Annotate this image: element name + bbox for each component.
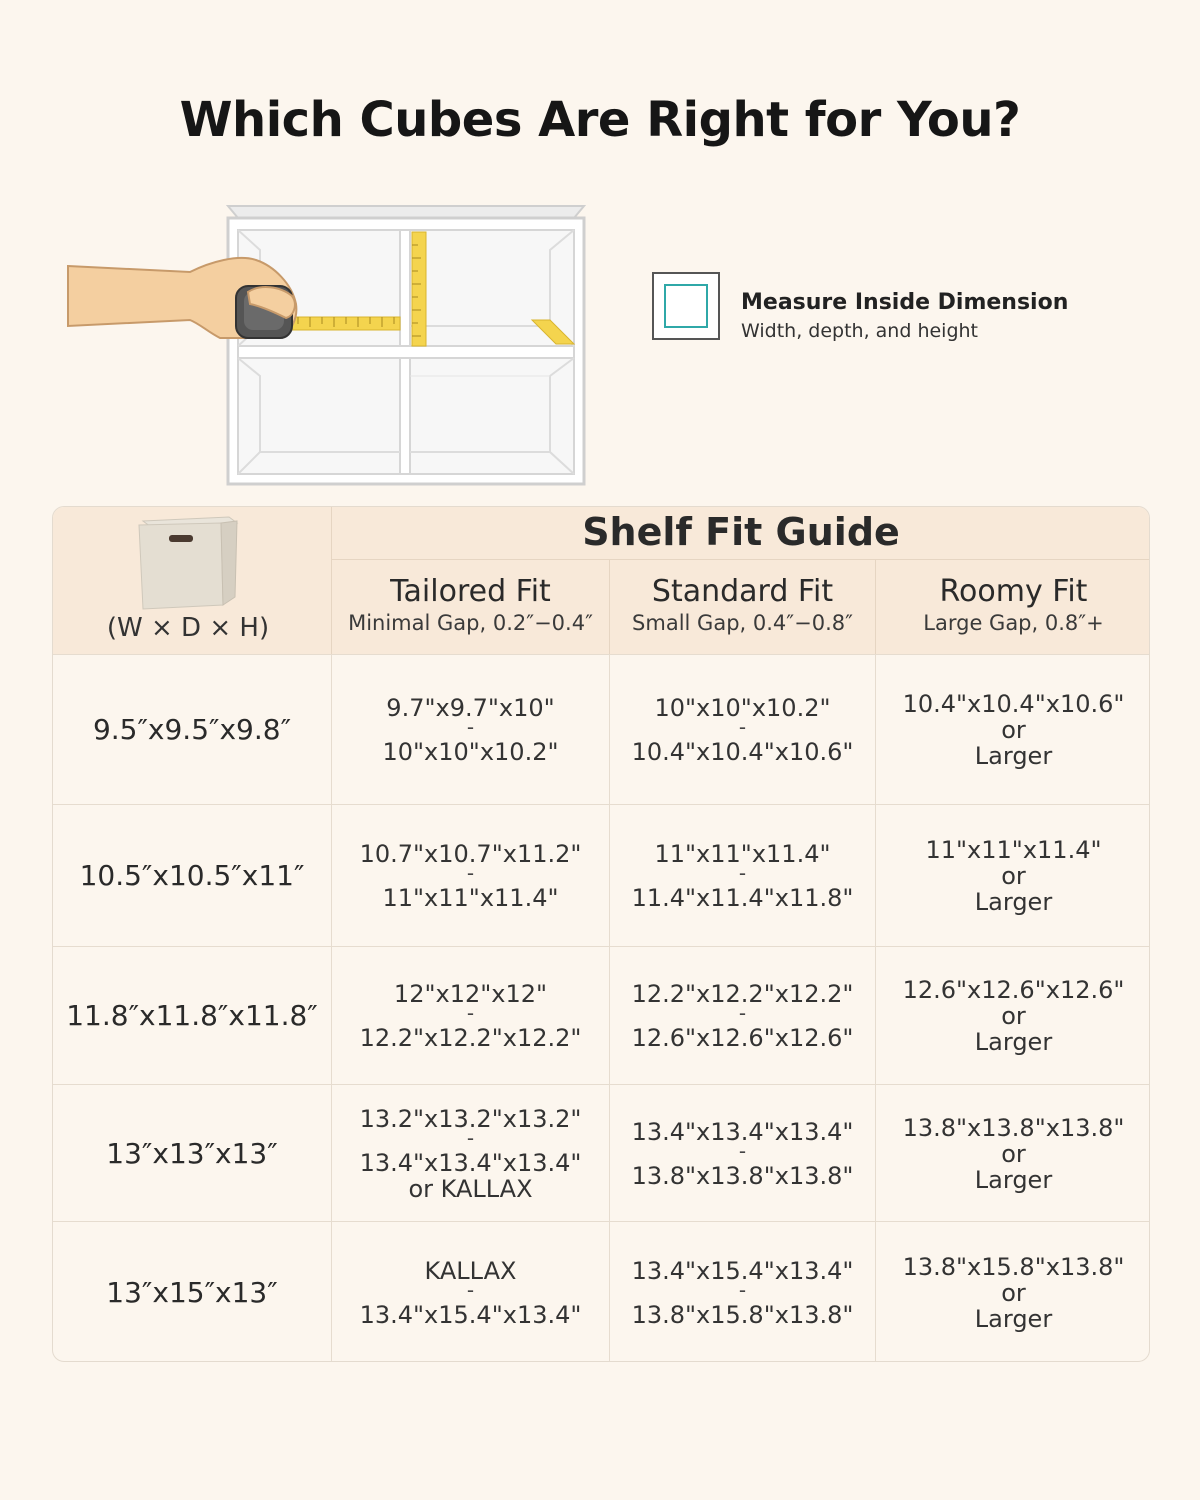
fit-name: Roomy Fit [939,574,1088,609]
range-to: 10"x10"x10.2" [382,738,559,766]
guide-title: Shelf Fit Guide [332,507,1150,560]
inside-dimension-square-icon [652,272,720,340]
range-dash: - [466,861,475,885]
range-or: or [1001,716,1026,744]
range-to: 10.4"x10.4"x10.6" [631,738,854,766]
fit-gap: Minimal Gap, 0.2″−0.4″ [348,611,593,635]
range-to: 11"x11"x11.4" [382,884,559,912]
roomy-cell [876,655,1150,805]
size-header-label: (W × D × H) [106,613,270,643]
range-dash: - [466,1278,475,1302]
range-from: 13.4"x15.4"x13.4" [631,1257,854,1285]
range-or: or [1001,1139,1026,1168]
tailored-cell [332,1085,610,1222]
cube-size: 9.5″x9.5″x9.8″ [53,655,332,805]
range-dash: - [466,1001,475,1025]
range-dash: - [738,1001,747,1025]
roomy-cell [876,1222,1150,1362]
range-from: 11"x11"x11.4" [925,836,1102,864]
table-row [53,1084,1150,1222]
range-dash: - [738,861,747,885]
legend-title: Measure Inside Dimension [741,290,1069,315]
range-or: or [1001,1279,1026,1307]
tailored-cell [332,947,610,1085]
range-larger: Larger [974,1165,1053,1194]
standard-cell [610,805,876,947]
range-from: 9.7"x9.7"x10" [386,694,555,722]
range-dash: - [466,1125,475,1150]
roomy-cell [876,1085,1150,1222]
range-larger: Larger [974,1305,1053,1333]
range-from: 13.2"x13.2"x13.2" [359,1104,582,1133]
table-row [53,946,1150,1085]
standard-cell [610,947,876,1085]
roomy-fit-header [876,560,1150,654]
standard-fit-header [610,560,876,654]
range-to: 11.4"x11.4"x11.8" [631,884,854,912]
tailored-cell [332,805,610,947]
fit-name: Standard Fit [651,574,834,609]
roomy-cell [876,805,1150,947]
range-dash: - [738,1138,747,1163]
tailored-cell [332,1222,610,1362]
range-larger: Larger [974,742,1053,770]
size-header-cell [53,507,332,654]
cube-size: 10.5″x10.5″x11″ [53,805,332,947]
range-alt: or KALLAX [408,1174,533,1203]
range-from: 10.4"x10.4"x10.6" [902,690,1125,718]
range-to: 13.4"x15.4"x13.4" [359,1301,582,1329]
range-to: 13.8"x15.8"x13.8" [631,1301,854,1329]
range-or: or [1001,862,1026,890]
table-row [53,804,1150,947]
storage-bin-icon [119,511,259,611]
range-from: 10"x10"x10.2" [654,694,831,722]
range-from: KALLAX [424,1257,517,1285]
cube-size: 13″x13″x13″ [53,1085,332,1222]
range-from: 12.6"x12.6"x12.6" [902,976,1125,1004]
range-to: 13.4"x13.4"x13.4" [359,1148,582,1177]
range-from: 13.8"x15.8"x13.8" [902,1253,1125,1281]
range-from: 10.7"x10.7"x11.2" [359,840,582,868]
range-larger: Larger [974,1028,1053,1056]
range-or: or [1001,1002,1026,1030]
table-row [53,654,1150,805]
range-from: 12.2"x12.2"x12.2" [631,980,854,1008]
table-row [53,1221,1150,1362]
fit-name: Tailored Fit [390,574,551,609]
standard-cell [610,1222,876,1362]
shelf-fit-table [52,506,1150,1362]
fit-gap: Large Gap, 0.8″+ [923,611,1104,635]
range-dash: - [466,715,475,739]
tailored-cell [332,655,610,805]
page-title: Which Cubes Are Right for You? [179,92,1021,148]
tailored-fit-header [332,560,610,654]
fit-gap: Small Gap, 0.4″−0.8″ [632,611,853,635]
range-to: 12.6"x12.6"x12.6" [631,1024,854,1052]
range-from: 11"x11"x11.4" [654,840,831,868]
cube-size: 11.8″x11.8″x11.8″ [53,947,332,1085]
cube-shelf-icon [60,200,600,495]
legend-subtitle: Width, depth, and height [741,320,979,342]
range-to: 13.8"x13.8"x13.8" [631,1161,854,1190]
range-larger: Larger [974,888,1053,916]
range-from: 12"x12"x12" [393,980,548,1008]
range-dash: - [738,715,747,739]
range-from: 13.8"x13.8"x13.8" [902,1113,1125,1142]
range-to: 12.2"x12.2"x12.2" [359,1024,582,1052]
standard-cell [610,655,876,805]
table-header [53,507,1150,654]
roomy-cell [876,947,1150,1085]
range-dash: - [738,1278,747,1302]
standard-cell [610,1085,876,1222]
range-from: 13.4"x13.4"x13.4" [631,1117,854,1146]
cube-size: 13″x15″x13″ [53,1222,332,1362]
